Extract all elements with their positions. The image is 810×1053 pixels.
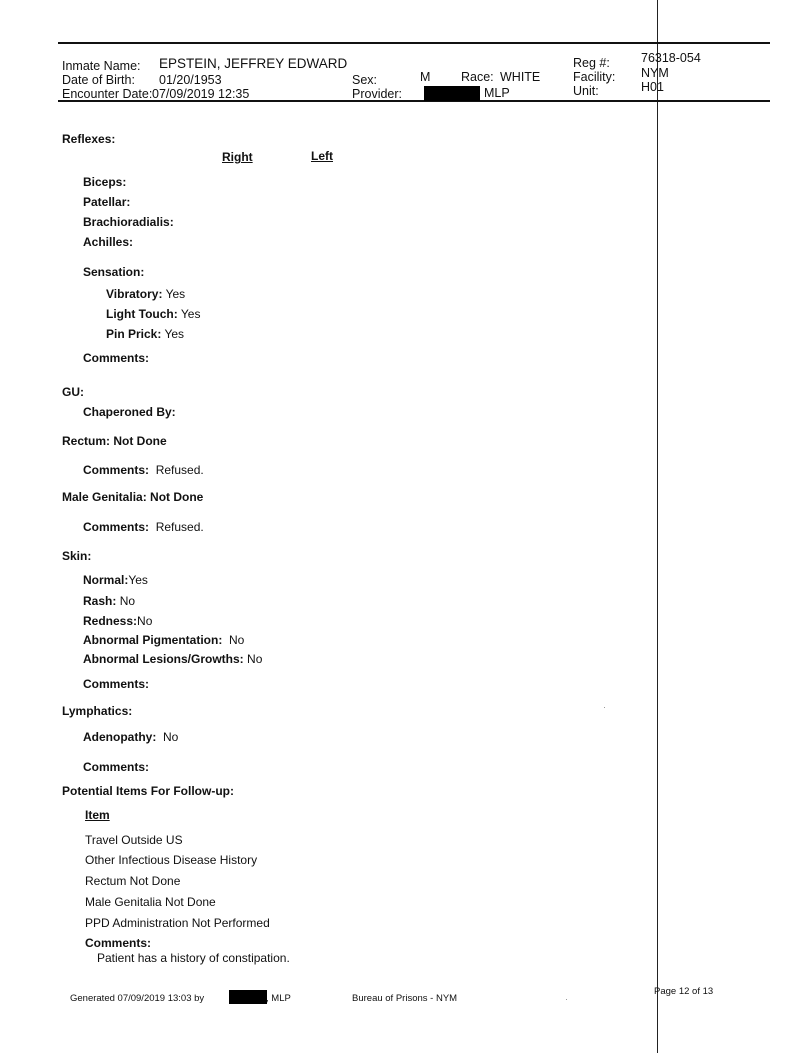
rectum-title: Rectum: Not Done (62, 434, 167, 448)
organization: Bureau of Prisons - NYM (352, 993, 458, 1004)
dob-value: 01/20/1953 (159, 73, 222, 87)
dob-label: Date of Birth: (62, 73, 135, 87)
gu-title: GU: (62, 385, 84, 399)
skin-pigmentation-row (83, 633, 244, 647)
skin-lesions-value: No (247, 652, 263, 666)
generated-prefix: Generated 07/09/2019 13:03 by (70, 993, 205, 1004)
followup-comments-value: Patient has a history of constipation. (97, 951, 290, 965)
pin-prick-value: Yes (164, 327, 185, 341)
skin-comments-label: Comments: (83, 677, 150, 691)
generated-suffix: , MLP (266, 993, 291, 1004)
facility-label: Facility: (573, 70, 616, 84)
skin-title: Skin: (62, 549, 92, 563)
redaction-block (229, 990, 267, 1004)
male-genitalia-comments-label: Comments: (83, 520, 150, 534)
redaction-block (424, 86, 480, 101)
rectum-comments-row (83, 463, 204, 477)
rectum-comments-label: Comments: (83, 463, 150, 477)
skin-lesions-row (83, 652, 262, 666)
followup-item: PPD Administration Not Performed (85, 916, 270, 930)
followup-item-header: Item (85, 808, 110, 822)
adenopathy-row (83, 730, 178, 744)
lymphatics-title: Lymphatics: (62, 704, 133, 718)
vibratory-row (106, 287, 185, 301)
right-column-header: Right (222, 150, 253, 164)
skin-redness-row (83, 614, 152, 628)
sex-value: M (420, 70, 431, 84)
vibratory-value: Yes (165, 287, 186, 301)
skin-rash-label: Rash: (83, 594, 117, 608)
reflex-achilles: Achilles: (83, 235, 134, 249)
vibratory-label: Vibratory: (106, 287, 163, 301)
reflexes-title: Reflexes: (62, 132, 116, 146)
followup-item: Travel Outside US (85, 833, 183, 847)
reg-label: Reg #: (573, 56, 610, 70)
skin-rash-value: No (119, 594, 136, 608)
facility-value: NYM (641, 66, 669, 80)
chaperoned-by-label: Chaperoned By: (83, 405, 176, 419)
followup-title: Potential Items For Follow-up: (62, 784, 234, 798)
light-touch-row (106, 307, 200, 321)
adenopathy-value: No (163, 730, 179, 744)
followup-item: Rectum Not Done (85, 874, 181, 888)
race-label: Race: (461, 70, 494, 84)
encounter-date-value: 07/09/2019 12:35 (152, 87, 250, 101)
inmate-name: EPSTEIN, JEFFREY EDWARD (159, 56, 348, 71)
left-column-header: Left (311, 149, 333, 163)
header-top-rule (58, 42, 770, 44)
rectum-comments-value: Refused. (155, 463, 204, 477)
page-number: Page 12 of 13 (654, 986, 714, 997)
scan-speck (566, 999, 567, 1000)
vertical-scan-line (657, 0, 658, 1053)
race-value: WHITE (500, 70, 541, 84)
light-touch-value: Yes (180, 307, 201, 321)
male-genitalia-comments-row (83, 520, 204, 534)
provider-suffix: MLP (484, 86, 510, 100)
skin-redness-value: No (137, 614, 153, 628)
light-touch-label: Light Touch: (106, 307, 178, 321)
male-genitalia-title: Male Genitalia: Not Done (62, 490, 204, 504)
encounter-date-label: Encounter Date: (62, 87, 153, 101)
skin-rash-row (83, 594, 135, 608)
skin-normal-row (83, 573, 148, 587)
skin-redness-label: Redness: (83, 614, 138, 628)
sensation-title: Sensation: (83, 265, 145, 279)
inmate-name-label: Inmate Name: (62, 59, 141, 73)
followup-comments-label: Comments: (85, 936, 152, 950)
reflex-brachioradialis: Brachioradialis: (83, 215, 174, 229)
followup-item: Male Genitalia Not Done (85, 895, 216, 909)
pin-prick-row (106, 327, 184, 341)
sensation-comments-label: Comments: (83, 351, 150, 365)
followup-item: Other Infectious Disease History (85, 853, 258, 867)
skin-normal-label: Normal: (83, 573, 129, 587)
unit-value: H01 (641, 80, 664, 94)
lymphatics-comments-label: Comments: (83, 760, 150, 774)
scan-speck (604, 707, 605, 708)
pin-prick-label: Pin Prick: (106, 327, 162, 341)
skin-lesions-label: Abnormal Lesions/Growths: (83, 652, 244, 666)
unit-label: Unit: (573, 84, 599, 98)
skin-pigmentation-value: No (229, 633, 245, 647)
skin-pigmentation-label: Abnormal Pigmentation: (83, 633, 223, 647)
reg-value: 76318-054 (641, 51, 701, 65)
reflex-patellar: Patellar: (83, 195, 131, 209)
male-genitalia-comments-value: Refused. (155, 520, 204, 534)
adenopathy-label: Adenopathy: (83, 730, 157, 744)
sex-label: Sex: (352, 73, 378, 87)
skin-normal-value: Yes (128, 573, 148, 587)
provider-label: Provider: (352, 87, 403, 101)
reflex-biceps: Biceps: (83, 175, 127, 189)
